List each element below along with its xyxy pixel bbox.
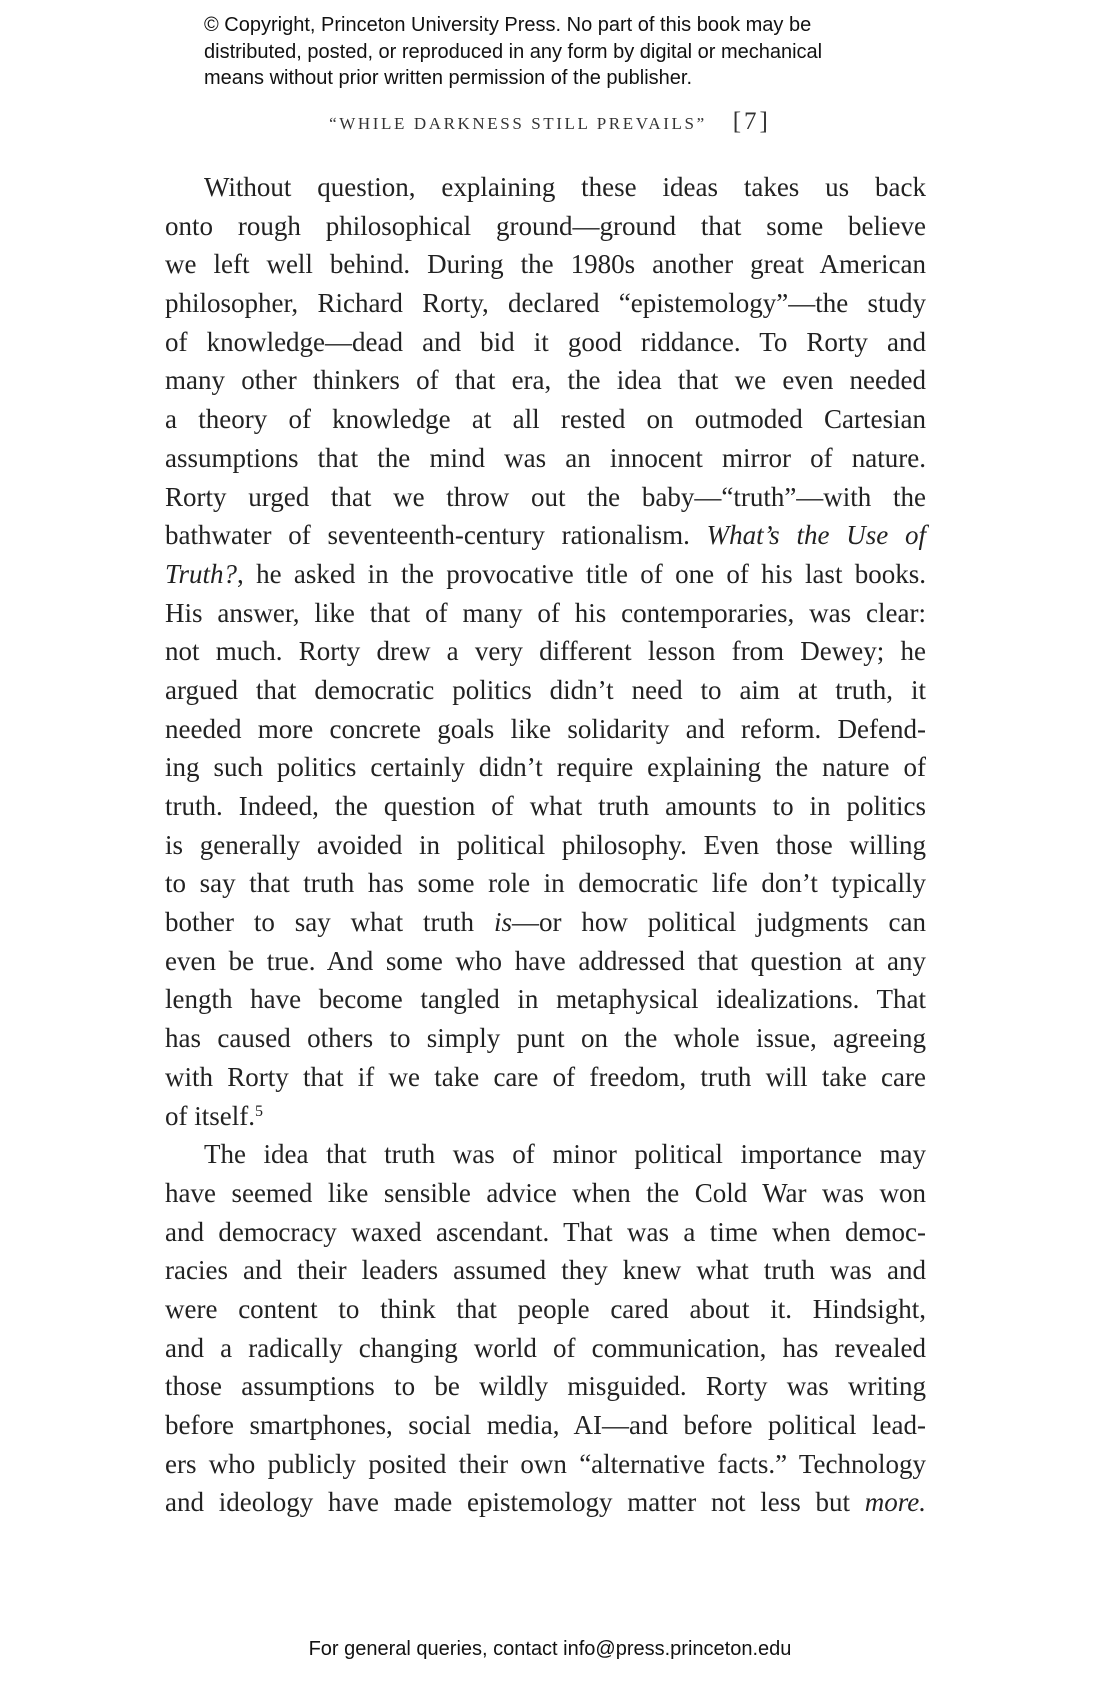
text-line	[165, 361, 926, 400]
text-line	[165, 942, 926, 981]
copyright-line: means without prior written permission of the publisher.	[204, 67, 693, 89]
footnote-marker: 5	[254, 1102, 263, 1120]
text-line	[165, 1174, 926, 1213]
text-segment: bother to say what truth	[165, 907, 494, 938]
text-segment: ing such politics certainly didn’t require explaining the nature of	[165, 752, 926, 783]
text-line	[165, 1019, 926, 1058]
italic-text: is	[493, 907, 512, 938]
text-line	[165, 787, 926, 826]
text-line	[165, 864, 926, 903]
text-line	[165, 1058, 926, 1097]
text-line	[165, 1329, 926, 1368]
text-segment: philosopher, Richard Rorty, declared “epistemology”—the study	[165, 288, 926, 319]
italic-text: What’s the Use of	[706, 520, 926, 551]
text-line	[165, 710, 926, 749]
text-line	[165, 245, 926, 284]
text-segment: racies and their leaders assumed they knew what truth was and	[165, 1255, 926, 1286]
copyright-notice	[204, 12, 924, 92]
text-segment: onto rough philosophical ground—ground that some believe	[165, 210, 926, 241]
text-segment: and democracy waxed ascendant. That was a time when democ-	[165, 1216, 926, 1247]
copyright-line: © Copyright, Princeton University Press. No part of this book may be	[204, 14, 812, 36]
text-line	[165, 168, 926, 207]
text-segment: His answer, like that of many of his contemporaries, was clear:	[165, 597, 926, 628]
page-number: [7]	[732, 108, 771, 135]
text-segment: were content to think that people cared about it. Hindsight,	[165, 1293, 926, 1324]
text-segment: The idea that truth was of minor political importance may	[204, 1139, 926, 1170]
text-segment: to say that truth has some role in democratic life don’t typically	[165, 868, 926, 899]
text-segment: and a radically changing world of communication, has revealed	[165, 1332, 926, 1363]
text-line	[165, 671, 926, 710]
text-line	[165, 748, 926, 787]
text-segment: many other thinkers of that era, the idea that we even needed	[165, 365, 926, 396]
text-line	[165, 1445, 926, 1484]
running-head	[0, 108, 1100, 136]
text-segment: those assumptions to be wildly misguided. Rorty was writing	[165, 1371, 926, 1402]
italic-text: Truth?	[165, 558, 238, 589]
text-segment: has caused others to simply punt on the whole issue, agreeing	[165, 1023, 926, 1054]
text-line	[165, 1097, 926, 1136]
text-line	[165, 439, 926, 478]
text-line	[165, 284, 926, 323]
footer-contact: For general queries, contact info@press.princeton.edu	[308, 1638, 792, 1660]
text-line	[165, 826, 926, 865]
text-line	[165, 632, 926, 671]
text-segment: argued that democratic politics didn’t need to aim at truth, it	[165, 674, 926, 705]
text-line	[165, 903, 926, 942]
text-line	[165, 516, 926, 555]
text-segment: and ideology have made epistemology matter not less but	[165, 1487, 865, 1518]
text-line	[165, 478, 926, 517]
text-segment: of knowledge—dead and bid it good riddance. To Rorty and	[165, 326, 926, 357]
text-line	[165, 1135, 926, 1174]
body-text	[165, 168, 926, 1522]
text-line	[165, 1290, 926, 1329]
text-line	[165, 1367, 926, 1406]
text-segment: not much. Rorty drew a very different lesson from Dewey; he	[165, 636, 926, 667]
text-segment: , he asked in the provocative title of one of his last books.	[237, 558, 926, 589]
text-line	[165, 980, 926, 1019]
chapter-title: “WHILE DARKNESS STILL PREVAILS”	[329, 114, 707, 133]
text-segment: Without question, explaining these ideas takes us back	[204, 172, 926, 202]
text-segment: is generally avoided in political philosophy. Even those willing	[165, 829, 926, 860]
text-line	[165, 400, 926, 439]
text-segment: before smartphones, social media, AI—and before political lead-	[165, 1410, 926, 1440]
text-segment: —or how political judgments can	[511, 907, 926, 938]
text-line	[165, 1406, 926, 1445]
text-segment: assumptions that the mind was an innocent mirror of nature.	[165, 442, 926, 473]
text-segment: length have become tangled in metaphysical idealizations. That	[165, 984, 926, 1015]
text-segment: have seemed like sensible advice when the Cold War was won	[165, 1177, 926, 1208]
text-line	[165, 555, 926, 594]
text-segment: truth. Indeed, the question of what truth amounts to in politics	[165, 791, 926, 821]
text-segment: ers who publicly posited their own “alternative facts.” Technology	[165, 1448, 926, 1479]
text-segment: with Rorty that if we take care of freedom, truth will take care	[165, 1061, 926, 1092]
text-segment: even be true. And some who have addressed that question at any	[165, 945, 926, 976]
text-segment: Rorty urged that we throw out the baby—“truth”—with the	[165, 481, 926, 512]
text-line	[165, 1213, 926, 1252]
text-line	[165, 207, 926, 246]
copyright-line: distributed, posted, or reproduced in any form by digital or mechanical	[204, 40, 823, 63]
text-line	[165, 594, 926, 633]
text-line	[165, 1483, 926, 1522]
text-segment: a theory of knowledge at all rested on outmoded Cartesian	[165, 404, 926, 435]
text-line	[165, 1251, 926, 1290]
text-segment: needed more concrete goals like solidarity and reform. Defend-	[165, 713, 926, 744]
italic-text: more.	[864, 1487, 926, 1518]
text-line	[165, 323, 926, 362]
text-segment: of itself.	[165, 1100, 255, 1131]
text-segment: we left well behind. During the 1980s another great American	[165, 249, 926, 280]
text-segment: bathwater of seventeenth-century rationalism.	[165, 520, 707, 551]
